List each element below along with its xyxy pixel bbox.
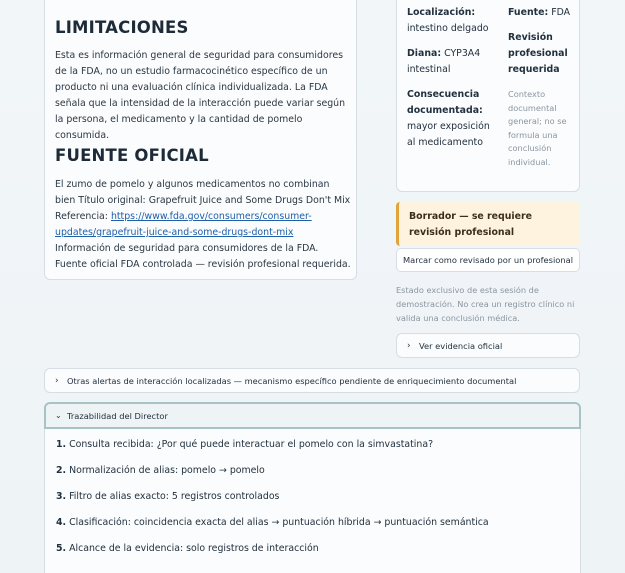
info-column-main: [407, 5, 497, 151]
evidence-expander-label: Ver evidencia oficial: [419, 340, 503, 351]
chevron-down-icon: ⌄: [55, 411, 62, 420]
chevron-right-icon: ›: [407, 340, 411, 351]
limitations-card: [44, 0, 357, 280]
official-source-title: FUENTE OFICIAL: [55, 146, 209, 165]
source-field: [508, 5, 576, 21]
trace-step: 1. Consulta recibida: ¿Por qué puede interactuar el pomelo con la simvastatina?: [56, 439, 434, 450]
consequence-value: mayor exposición al medicamento: [407, 121, 490, 148]
target-value: CYP3A4 intestinal: [407, 48, 481, 75]
mark-reviewed-button[interactable]: Marcar como revisado por un profesional: [396, 248, 580, 272]
other-alerts-expander[interactable]: [44, 368, 580, 393]
fda-source-link[interactable]: https://www.fda.gov/consumers/consumer-updates/grapefruit-juice-and-some-drugs-dont-mix: [55, 211, 312, 238]
target-label: Diana:: [407, 48, 442, 59]
chevron-right-icon: ›: [55, 375, 59, 386]
info-column-side: [508, 5, 576, 169]
evidence-expander[interactable]: [396, 333, 580, 358]
official-source-text: [55, 177, 351, 273]
trace-step: 3. Filtro de alias exacto: 5 registros controlados: [56, 491, 280, 502]
trace-step: 5. Alcance de la evidencia: solo registros de interacción: [56, 543, 319, 554]
interaction-info-card: [396, 0, 580, 192]
location-value: intestino delgado: [407, 23, 489, 34]
limitations-title: LIMITACIONES: [55, 18, 189, 37]
draft-status-banner: Borrador — se requiere revisión profesional: [396, 202, 580, 246]
context-note: Contexto documental general; no se formula una conclusión individual.: [508, 89, 567, 167]
consequence-field: [407, 87, 497, 151]
source-value: FDA: [551, 7, 571, 18]
session-note: Estado exclusivo de esta sesión de demostración. No crea un registro clínico ni valida una conclusión médica.: [396, 285, 575, 323]
official-source-text-before: El zumo de pomelo y algunos medicamentos no combinan bien Título original: Grapefruit Juice and Some Drugs Don't Mix Referencia:: [55, 179, 351, 222]
trace-title: Trazabilidad del Director: [67, 410, 168, 421]
trace-panel: [44, 429, 581, 573]
official-source-text-after: Información de seguridad para consumidores de la FDA. Fuente oficial FDA controlada — revisión profesional requerida.: [55, 243, 351, 270]
consequence-label: Consecuencia documentada:: [407, 89, 483, 116]
trace-step: 2. Normalización de alias: pomelo → pomelo: [56, 465, 265, 476]
limitations-text: Esta es información general de seguridad para consumidores de la FDA, no un estudio farmacocinético específico de un producto ni una evaluación clínica individualizada. La FDA señala que la intensidad de la interacción puede variar según la persona, el medicamento y la cantidad de pomelo consumida.: [55, 50, 346, 141]
location-field: [407, 5, 497, 37]
source-label: Fuente:: [508, 7, 549, 18]
target-field: [407, 46, 497, 78]
location-label: Localización:: [407, 7, 476, 18]
trace-step: 4. Clasificación: coincidencia exacta del alias → puntuación híbrida → puntuación semántica: [56, 517, 489, 528]
review-required-label: Revisión profesional requerida: [508, 32, 568, 75]
trace-expander[interactable]: [44, 402, 581, 429]
other-alerts-label: Otras alertas de interacción localizadas — mecanismo específico pendiente de enriquecimiento documental: [67, 375, 517, 386]
